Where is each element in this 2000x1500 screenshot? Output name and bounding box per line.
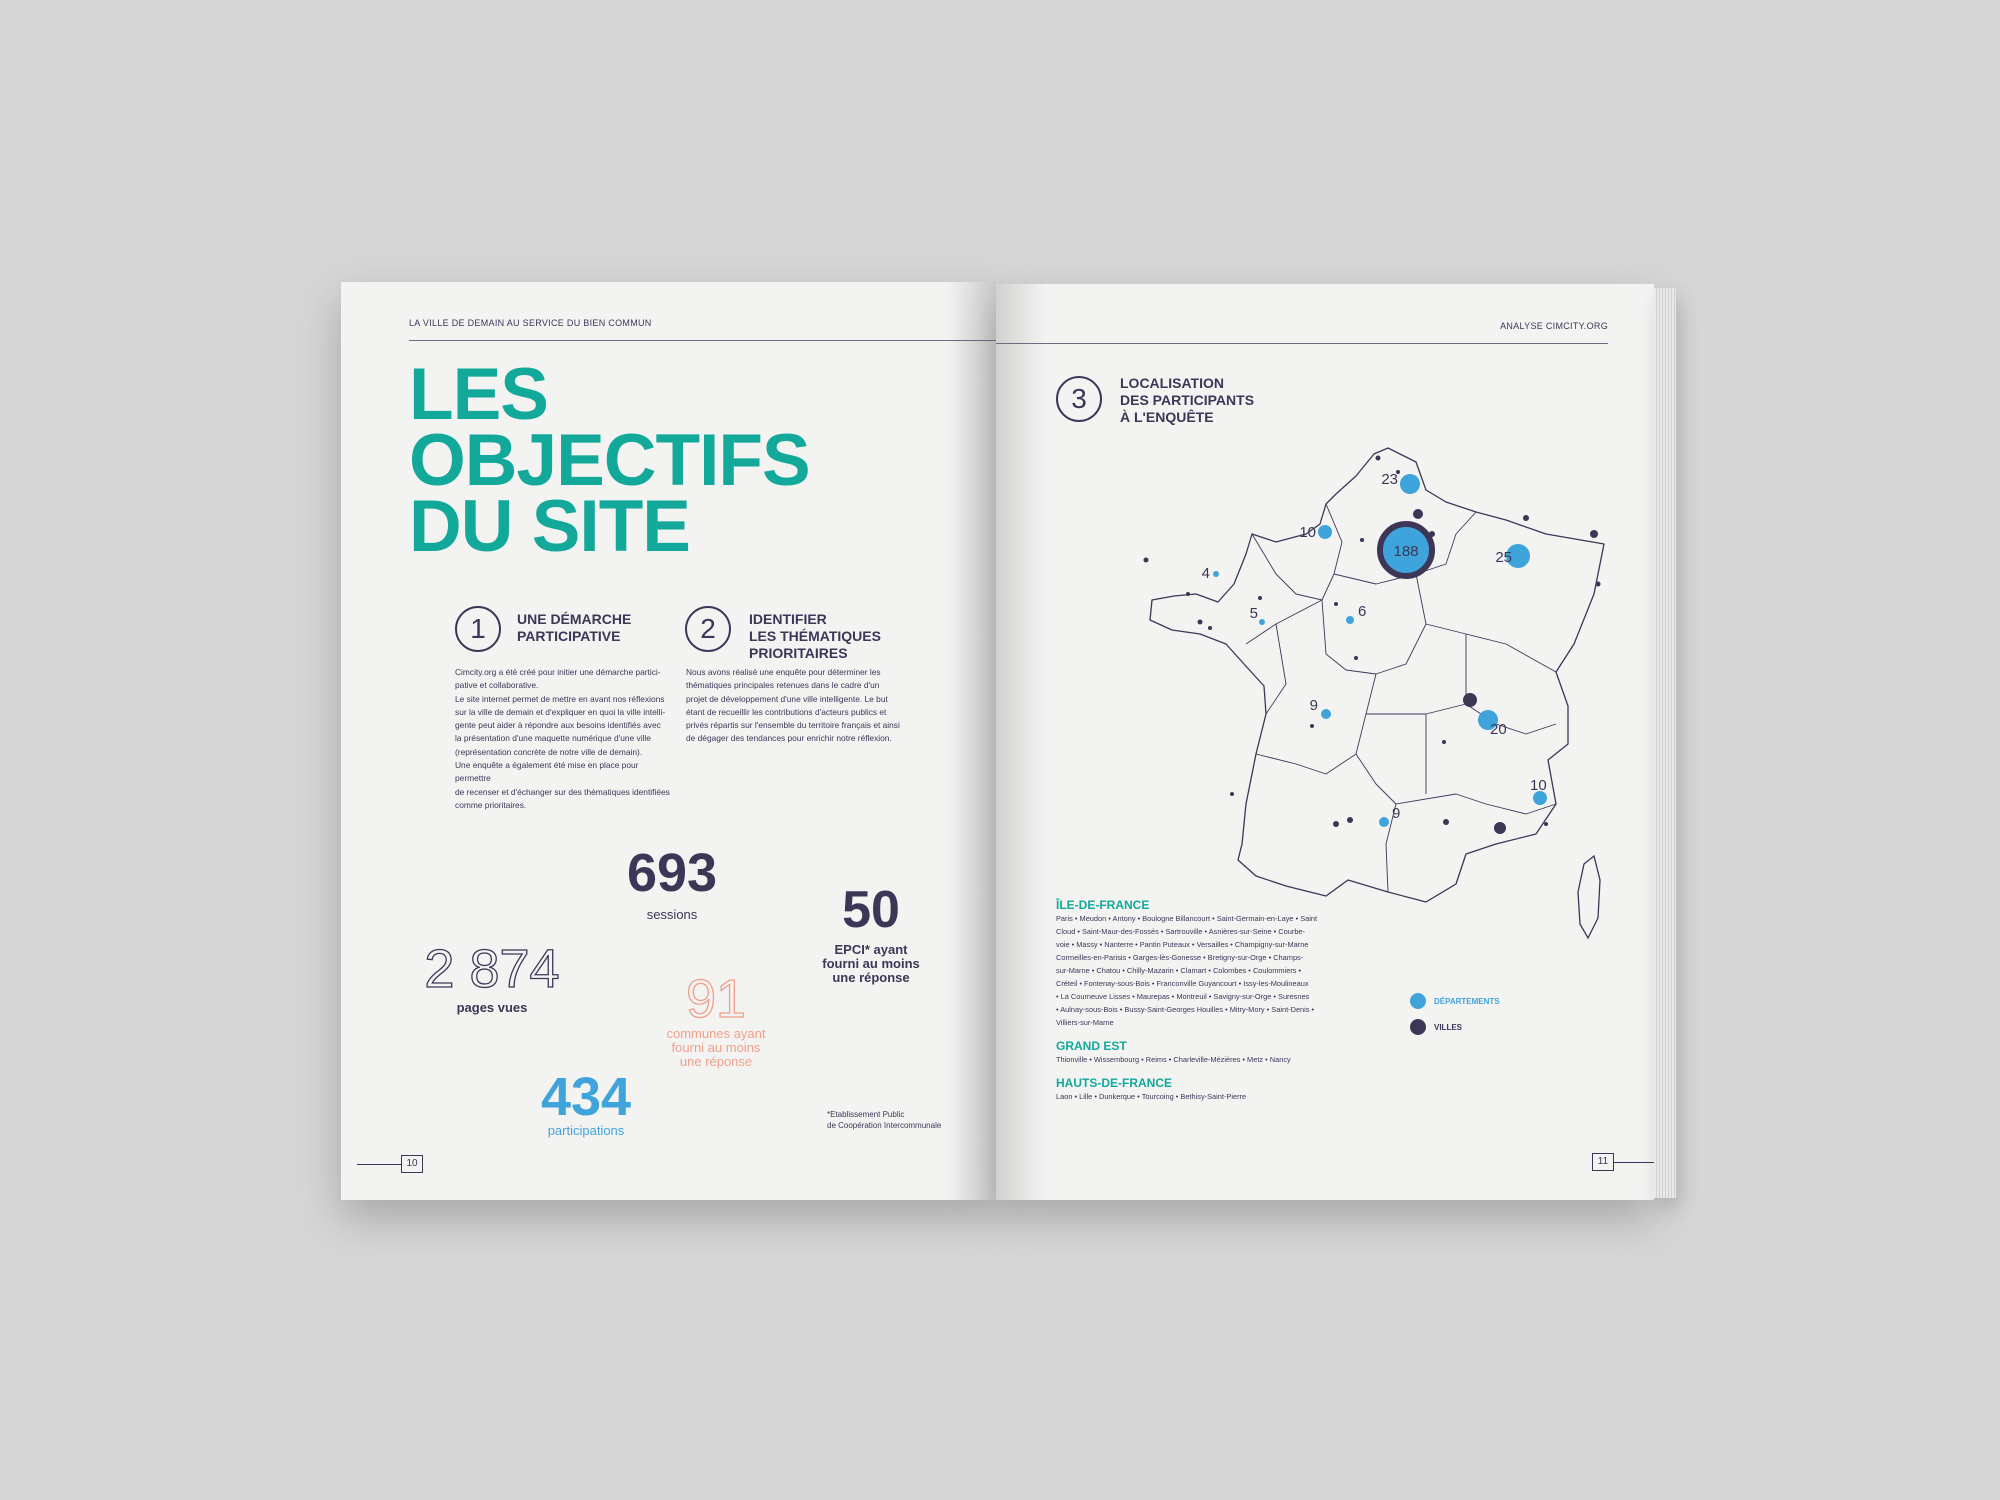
stat-pages-label: pages vues [456, 1000, 528, 1015]
section-3-title-line: DES PARTICIPANTS [1120, 392, 1255, 408]
stat-participations-value: 434 [540, 1067, 632, 1127]
map-count: 188 [1393, 543, 1419, 560]
stat-participations-label: participations [547, 1123, 625, 1138]
legend-villes-swatch [1410, 1019, 1426, 1035]
left-gutter-shadow [946, 282, 996, 1200]
body-line: comme prioritaires. [455, 799, 527, 810]
cities-line: Paris • Meudon • Antony • Boulogne Billancourt • Saint-Germain-en-Laye • Saint [1056, 914, 1318, 923]
footnote [827, 1109, 941, 1131]
cities-line: Cloud • Saint-Maur-des-Fossés • Sartrouville • Asnières-sur-Seine • Courbe- [1056, 927, 1305, 936]
section-1-title-line: PARTICIPATIVE [517, 628, 621, 644]
left-page-number: 10 [401, 1155, 423, 1173]
region-cities [1056, 912, 1331, 1029]
department-dot [1321, 709, 1331, 719]
stat-communes-label [631, 1027, 801, 1069]
footnote-line: de Coopération Intercommunale [827, 1121, 942, 1130]
city-dot [1523, 515, 1529, 521]
city-dot [1590, 530, 1598, 538]
section-2-body [686, 666, 902, 746]
region-name: GRAND EST [1056, 1039, 1127, 1053]
department-dots [1213, 474, 1547, 827]
stat-epci-label [796, 943, 946, 985]
body-line: sur la ville de demain et d'expliquer en quoi la ville intelli- [455, 706, 666, 717]
cities-line: sur-Marne • Chatou • Chilly-Mazarin • Clamart • Colombes • Coulommiers • [1056, 966, 1302, 975]
city-dot [1494, 822, 1506, 834]
legend-departements [1410, 992, 1500, 1010]
map-count: 9 [1309, 697, 1318, 714]
cities-line: Créteil • Fontenay-sous-Bois • Franconville Guyancourt • Issy-les-Moulineaux [1056, 979, 1309, 988]
cities-line: voie • Massy • Nanterre • Pantin Puteaux • Versailles • Champigny-sur-Marne [1056, 940, 1309, 949]
page-stack-edge [1654, 288, 1676, 1198]
map-count: 23 [1381, 471, 1398, 488]
section-2-title [749, 611, 919, 662]
right-gutter-shadow [996, 284, 1046, 1200]
cities-line: Laon • Lille • Dunkerque • Tourcoing • Bethisy-Saint-Pierre [1056, 1092, 1247, 1101]
body-line: Nous avons réalisé une enquête pour déterminer les [686, 667, 881, 677]
map-count: 25 [1495, 549, 1512, 566]
city-dot [1310, 724, 1314, 728]
department-dot [1400, 474, 1420, 494]
section-2-title-line: IDENTIFIER [749, 611, 827, 627]
section-1-number: 1 [455, 606, 501, 652]
stat-communes-label-line: une réponse [679, 1054, 753, 1069]
cities-line: Cormeilles-en-Parisis • Garges-lès-Gonesse • Bretigny-sur-Orge • Champs- [1056, 953, 1304, 962]
footnote-line: *Etablissement Public [827, 1110, 905, 1119]
city-dot [1376, 456, 1381, 461]
body-line: Une enquête a également été mise en place pour permettre [455, 760, 639, 784]
city-dot [1544, 822, 1548, 826]
body-line: projet de développement d'une ville intelligente. Le but [686, 693, 888, 704]
region-name: HAUTS-DE-FRANCE [1056, 1076, 1172, 1090]
city-dot [1354, 656, 1358, 660]
city-dot [1230, 792, 1234, 796]
city-dot [1463, 693, 1477, 707]
legend-departements-label: DÉPARTEMENTS [1434, 996, 1500, 1006]
right-header: ANALYSE CIMCITY.ORG [1500, 321, 1608, 331]
region-cities [1056, 1053, 1331, 1066]
map-count: 20 [1490, 721, 1507, 738]
body-line: de recenser et d'échanger sur des thématiques identifiées [455, 786, 670, 797]
stat-sessions-label: sessions [646, 907, 698, 922]
section-3-title-line: À L'ENQUÊTE [1120, 409, 1214, 425]
legend-villes-label: VILLES [1434, 1022, 1463, 1032]
city-dot [1596, 582, 1601, 587]
body-line: de dégager des tendances pour enrichir notre réflexion. [686, 733, 892, 744]
right-header-rule [996, 343, 1608, 344]
map-count: 10 [1530, 777, 1547, 794]
body-line: (représentation concrète de notre ville de demain). [455, 746, 643, 757]
city-dot [1360, 538, 1364, 542]
title-line-1: LES [409, 354, 548, 435]
cities-line: • Aulnay-sous-Bois • Bussy-Saint-Georges Houilles • Mitry-Mory • Saint-Denis • [1056, 1005, 1315, 1014]
region-name: ÎLE-DE-FRANCE [1056, 898, 1150, 912]
stat-communes-value: 91 [685, 969, 747, 1029]
section-3-title [1120, 375, 1290, 426]
city-dot [1144, 558, 1149, 563]
city-dot [1347, 817, 1353, 823]
body-line: gente peut aider à répondre aux besoins identifiés avec [455, 720, 661, 731]
right-page-number-rule [1614, 1162, 1654, 1163]
left-page [341, 282, 996, 1200]
section-3-title-line: LOCALISATION [1120, 375, 1224, 391]
title-line-3: DU SITE [409, 486, 690, 567]
section-1-title [517, 611, 687, 645]
section-2-title-line: PRIORITAIRES [749, 645, 848, 661]
body-line: thématiques principales retenues dans le cadre d'un [686, 680, 880, 691]
cities-line: Villiers-sur-Marne [1056, 1018, 1114, 1027]
left-header-rule [409, 340, 996, 341]
stat-epci-label-line: EPCI* ayant [834, 942, 908, 957]
city-dot [1443, 819, 1449, 825]
city-dot [1333, 821, 1339, 827]
map-count: 6 [1358, 603, 1367, 620]
section-2-title-line: LES THÉMATIQUES [749, 628, 881, 644]
city-dot [1413, 509, 1423, 519]
city-dot [1442, 740, 1446, 744]
stat-pages-value: 2 874 [424, 939, 560, 999]
regions-list [1056, 898, 1331, 1103]
stat-epci-label-line: une réponse [832, 970, 910, 985]
department-dot [1213, 571, 1219, 577]
left-page-number-rule [357, 1164, 401, 1165]
map-count: 5 [1249, 605, 1258, 622]
city-dot [1334, 602, 1338, 606]
body-line: Cimcity.org a été créé pour initier une démarche partici- [455, 667, 661, 677]
city-dot [1258, 596, 1262, 600]
map-legend [1410, 992, 1500, 1036]
map-count: 9 [1392, 805, 1401, 822]
cities-line: Thionville • Wissembourg • Reims • Charleville-Mézières • Metz • Nancy [1056, 1055, 1291, 1064]
page-title [409, 354, 810, 567]
map-count: 4 [1201, 565, 1210, 582]
section-1-title-line: UNE DÉMARCHE [517, 611, 632, 627]
legend-villes [1410, 1018, 1500, 1036]
stat-communes-label-line: communes ayant [666, 1026, 766, 1041]
body-line: la présentation d'une maquette numérique d'une ville [455, 733, 651, 744]
city-dot [1186, 592, 1190, 596]
section-2-number: 2 [685, 606, 731, 652]
department-dot [1259, 619, 1265, 625]
stat-communes-label-line: fourni au moins [671, 1040, 761, 1055]
body-line: privés répartis sur l'ensemble du territoire français et ainsi [686, 720, 900, 731]
cities-line: • La Courneuve Lisses • Maurepas • Montreuil • Savigny-sur-Orge • Suresnes [1056, 992, 1310, 1001]
legend-departements-swatch [1410, 993, 1426, 1009]
city-dot [1198, 620, 1203, 625]
body-line: étant de recueillir les contributions d'acteurs publics et [686, 706, 887, 717]
section-3-number: 3 [1056, 376, 1102, 422]
france-outline [1150, 448, 1604, 902]
department-dot [1346, 616, 1354, 624]
stat-epci-value: 50 [842, 881, 900, 939]
right-page [996, 284, 1654, 1200]
title-line-2: OBJECTIFS [409, 420, 810, 501]
department-dot [1379, 817, 1389, 827]
region-cities [1056, 1090, 1331, 1103]
department-dot [1318, 525, 1332, 539]
right-page-number: 11 [1592, 1153, 1614, 1171]
city-dot [1208, 626, 1212, 630]
body-line: Le site internet permet de mettre en avant nos réflexions [455, 693, 665, 704]
stat-sessions-value: 693 [626, 843, 718, 903]
map-count: 10 [1299, 524, 1316, 541]
corsica-outline [1578, 856, 1600, 938]
section-1-body [455, 666, 671, 812]
stat-epci-label-line: fourni au moins [822, 956, 920, 971]
body-line: pative et collaborative. [455, 680, 539, 691]
left-header: LA VILLE DE DEMAIN AU SERVICE DU BIEN COMMUN [409, 318, 652, 328]
